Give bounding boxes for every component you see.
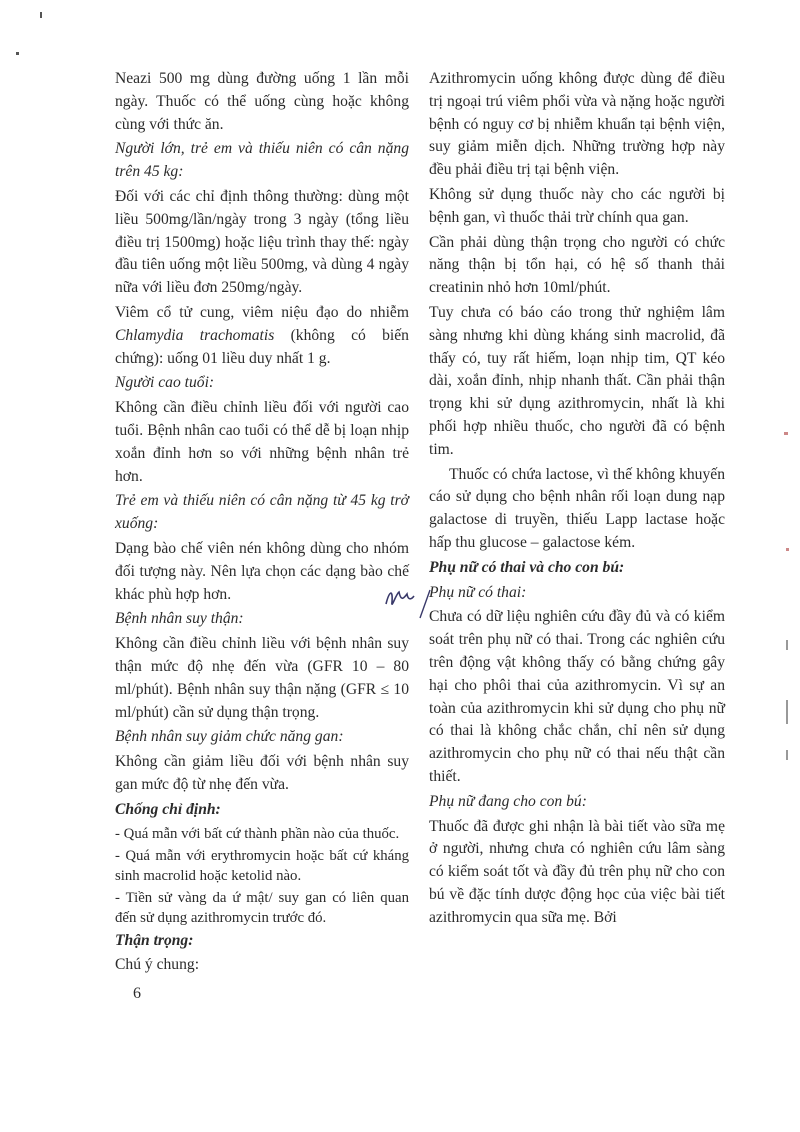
paragraph-pneumonia: Azithromycin uống không được dùng để điều trị ngoại trú viêm phổi vừa và nặng hoặc người bệnh có nguy cơ bị nhiễm khuẩn tại bệnh viện, suy giảm miễn dịch. Những trường hợp này đều phải điều trị tại bệnh viện. [429,70,725,179]
subheading-hepatic: Bệnh nhân suy giảm chức năng gan: [115,728,344,746]
chlamydia-text-before: Viêm cổ tử cung, viêm niệu đạo do nhiễm [115,303,409,321]
contraindication-item: - Quá mẫn với bất cứ thành phần nào của thuốc. [115,825,400,842]
paragraph-general-note: Chú ý chung: [115,956,200,974]
scan-speck [786,700,788,724]
paragraph-cardiac: Tuy chưa có báo cáo trong thử nghiệm lâm sàng nhưng khi dùng kháng sinh macrolid, đã thấy có, tuy rất hiếm, loạn nhịp tim, QT kéo dài, xoắn đỉnh, nhịp nhanh thất. Cần phải thận trọng khi sử dụng azithromycin, nhất là khi phối hợp nhiều thuốc, cho người đã có bệnh tim. [429,303,725,458]
subheading-lactation: Phụ nữ đang cho con bú: [429,792,587,810]
scan-speck [16,52,19,55]
contraindication-item: - Quá mẫn với erythromycin hoặc bất cứ kháng sinh macrolid hoặc ketolid nào. [115,847,409,884]
paragraph-hepatic: Không cần giảm liều đối với bệnh nhân suy gan mức độ từ nhẹ đến vừa. [115,753,409,793]
contraindication-item: - Tiền sử vàng da ứ mật/ suy gan có liên quan đến sử dụng azithromycin trước đó. [115,889,409,926]
paragraph-lactose: Thuốc có chứa lactose, vì thế không khuyến cáo sử dụng cho bệnh nhân rối loạn dung nạp galactose di truyền, thiếu Lapp lactase hoặc hấp thu glucose – galactose kém. [429,465,725,551]
paragraph-renal: Không cần điều chỉnh liều với bệnh nhân suy thận mức độ nhẹ đến vừa (GFR 10 – 80 ml/phút). Bệnh nhân suy thận nặng (GFR ≤ 10 ml/phút) cần sử dụng thận trọng. [115,635,409,721]
paragraph-chlamydia [115,302,409,370]
subheading-elderly: Người cao tuổi: [115,374,215,392]
heading-pregnancy-lactation: Phụ nữ có thai và cho con bú: [429,558,625,576]
scan-speck [784,432,788,435]
subheading-pregnancy: Phụ nữ có thai: [429,583,527,601]
subheading-renal: Bệnh nhân suy thận: [115,610,244,628]
heading-precautions: Thận trọng: [115,931,194,949]
paragraph-dosage-intro: Neazi 500 mg dùng đường uống 1 lần mỗi ngày. Thuốc có thể uống cùng hoặc không cùng với thức ăn. [115,70,409,133]
paragraph-elderly: Không cần điều chỉnh liều đối với người cao tuổi. Bệnh nhân cao tuổi có thể dễ bị loạn nhịp xoắn đỉnh hơn so với những bệnh nhân trẻ hơn. [115,399,409,485]
chlamydia-species-name: Chlamydia trachomatis [115,326,275,344]
right-column [429,68,725,931]
signature-mark [380,580,432,620]
subheading-children: Trẻ em và thiếu niên có cân nặng từ 45 kg trở xuống: [115,492,409,533]
scan-speck [786,548,789,551]
paragraph-adult-dosage: Đối với các chỉ định thông thường: dùng một liều 500mg/lần/ngày trong 3 ngày (tổng liều điều trị 1500mg) hoặc liệu trình thay thế: ngày đầu tiên uống một liều 500mg, và dùng 4 ngày nữa với liều đơn 250mg/ngày. [115,187,409,297]
subheading-adults: Người lớn, trẻ em và thiếu niên có cân nặng trên 45 kg: [115,140,409,181]
paragraph-children: Dạng bào chế viên nén không dùng cho nhóm đối tượng này. Nên lựa chọn các dạng bào chế khác phù hợp hơn. [115,539,409,603]
page-number: 6 [133,985,141,1002]
paragraph-renal-caution: Cần phải dùng thận trọng cho người có chức năng thận bị tổn hại, có hệ số thanh thải creatinin nhỏ hơn 10ml/phút. [429,233,725,297]
paragraph-pregnancy: Chưa có dữ liệu nghiên cứu đầy đủ và có kiểm soát trên phụ nữ có thai. Trong các nghiên cứu trên động vật không thấy có bằng chứng gây hại cho phôi thai của azithromycin. Vì sự an toàn của azithromycin khi sử dụng cho phụ nữ có thai là không chắc chắn, chỉ nên sử dụng azithromycin cho phụ nữ có thai nếu thật cần thiết. [429,608,725,785]
scan-speck [786,750,788,760]
paragraph-liver-disease: Không sử dụng thuốc này cho các người bị bệnh gan, vì thuốc thải trừ chính qua gan. [429,185,725,226]
scan-speck [40,12,42,18]
heading-contraindications: Chống chỉ định: [115,800,221,818]
scan-speck [786,640,788,650]
paragraph-lactation: Thuốc đã được ghi nhận là bài tiết vào sữa mẹ ở người, nhưng chưa có nghiên cứu lâm sàng có kiểm soát tốt và đầy đủ trên phụ nữ cho con bú về đặc tính dược động học của việc bài tiết azithromycin qua sữa mẹ. Bởi [429,817,725,926]
chlamydia-text-after: (không có biến chứng): uống 01 liều duy nhất 1 g. [115,326,409,367]
left-column [115,68,409,979]
